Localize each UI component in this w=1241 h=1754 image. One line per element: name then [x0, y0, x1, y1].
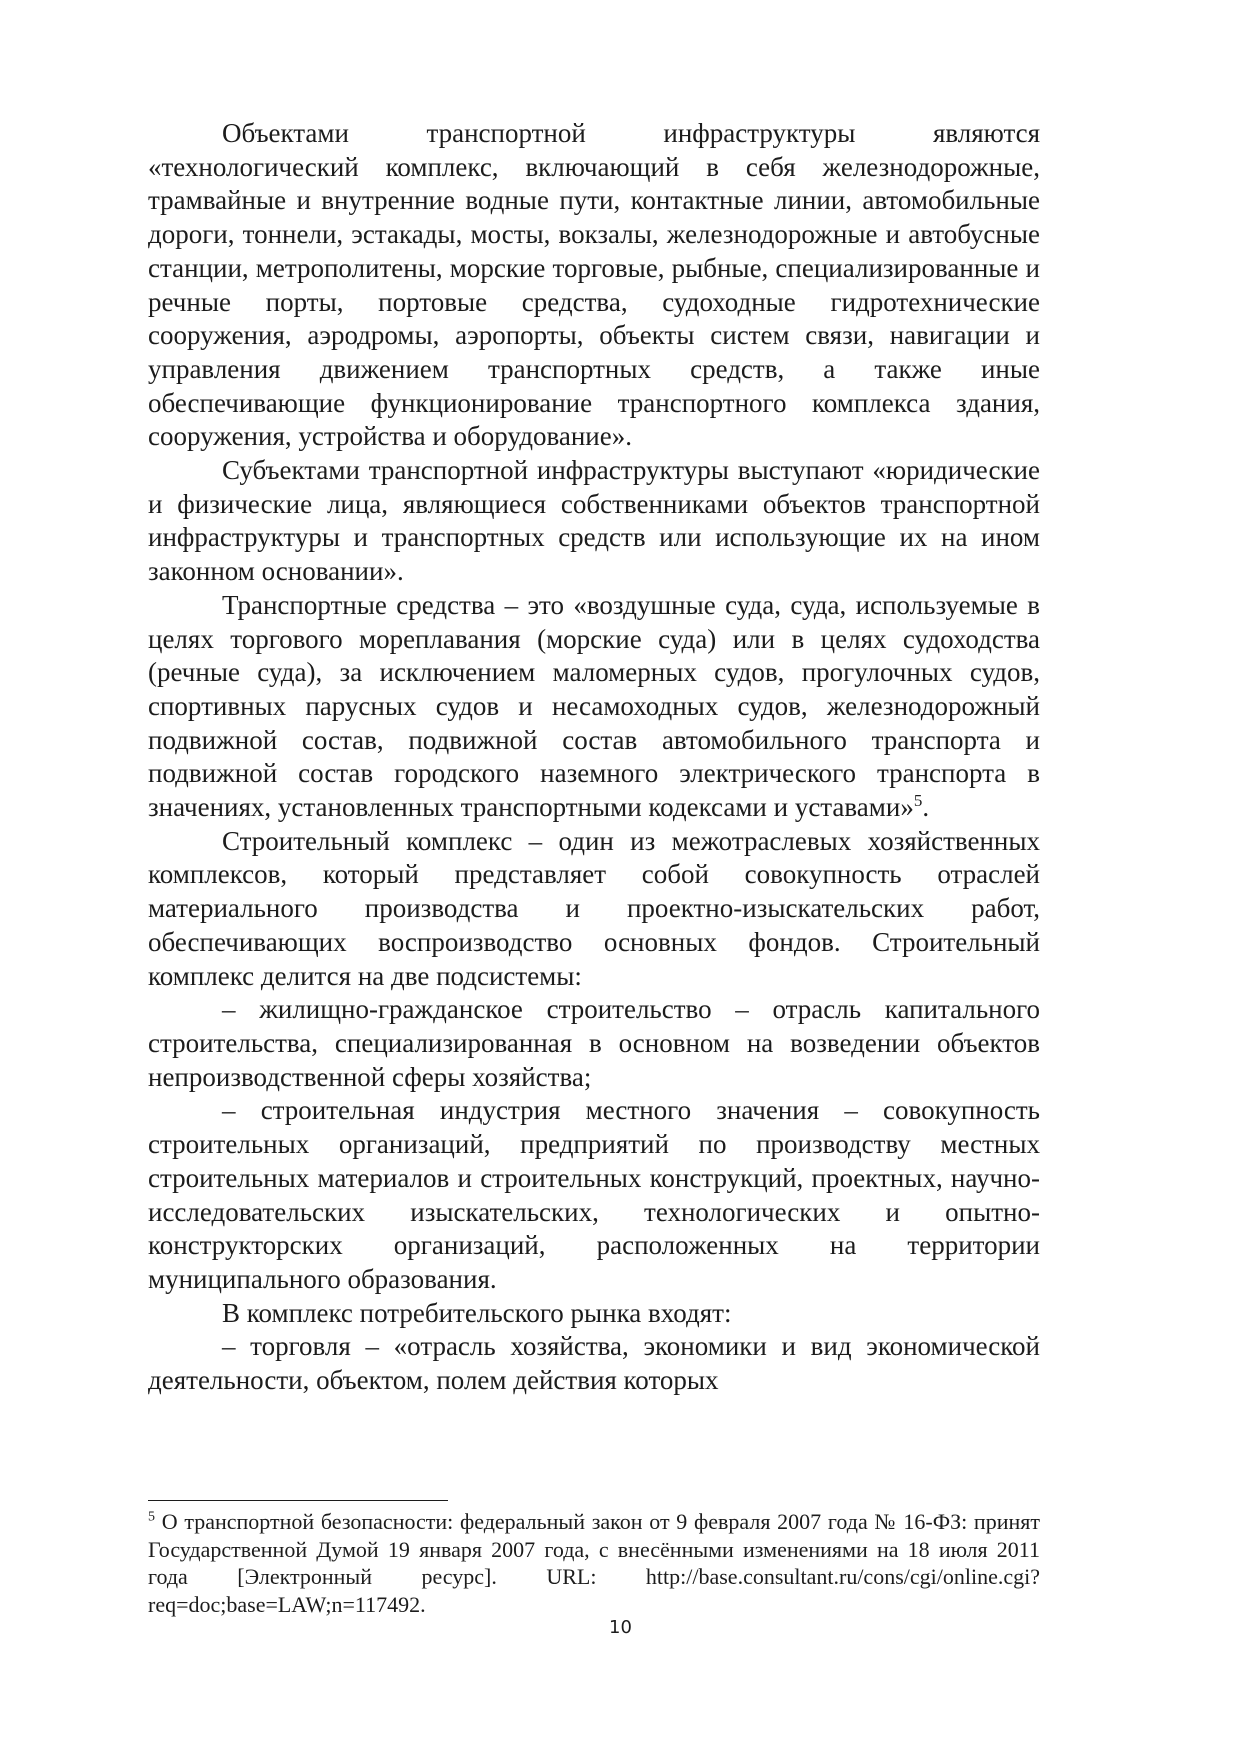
list-item-trade: – торговля – «отрасль хозяйства, экономики и вид экономической деятельности, объектом, полем действия которых — [148, 1331, 1040, 1396]
footnote-reference-suffix: . — [922, 792, 930, 823]
footnote-text: О транспортной безопасности: федеральный закон от 9 февраля 2007 года № 16-ФЗ: принят Государственной Думой 19 января 2007 года, с внесёнными изменениями на 18 июля 2011 года [Электронный ресурс]. URL: http://base.consultant.ru/cons/cgi/online.cgi?req=doc;base=LAW;n=117492. — [148, 1509, 1040, 1617]
paragraph-vehicles-text: Транспортные средства – это «воздушные суда, суда, используемые в целях торгового мореплавания (морские суда) или в целях судоходства (речные суда), за исключением маломерных судов, прогулочных судов, спортивных парусных судов и несамоходных судов, железнодорожный подвижной состав, подвижной состав автомобильного транспорта и подвижной состав городского наземного электрического транспорта в значениях, установленных транспортными кодексами и уставами» — [148, 589, 1040, 823]
footnote-marker: 5 — [148, 1509, 155, 1525]
list-item-housing-construction: – жилищно-гражданское строительство – отрасль капитального строительства, специализированная в основном на возведении объектов непроизводственной сферы хозяйства; — [148, 994, 1040, 1092]
paragraph-consumer-market: В комплекс потребительского рынка входят: — [222, 1297, 732, 1328]
footnote-separator — [148, 1500, 448, 1501]
paragraph-transport-objects: Объектами транспортной инфраструктуры являются «технологический комплекс, включающий в себя железнодорожные, трамвайные и внутренние водные пути, контактные линии, автомобильные дороги, тоннели, эстакады, мосты, вокзалы, железнодорожные и автобусные станции, метрополитены, морские торговые, рыбные, специализированные и речные порты, портовые средства, судоходные гидротехнические сооружения, аэродромы, аэропорты, объекты систем связи, навигации и управления движением транспортных средств, а также иные обеспечивающие функционирование транспортного комплекса здания, сооружения, устройства и оборудование». — [148, 118, 1040, 452]
body-text — [148, 117, 1040, 1398]
paragraph-transport-subjects: Субъектами транспортной инфраструктуры выступают «юридические и физические лица, являющиеся собственниками объектов транспортной инфраструктуры и транспортных средств или использующие их на ином законном основании». — [148, 455, 1040, 587]
footnote — [148, 1508, 1040, 1618]
page-number: 10 — [609, 1617, 632, 1638]
footnote-reference: 5 — [913, 791, 923, 811]
paragraph-construction-complex: Строительный комплекс – один из межотраслевых хозяйственных комплексов, который представляет собой совокупность отраслей материального производства и проектно-изыскательских работ, обеспечивающих воспроизводство основных фондов. Строительный комплекс делится на две подсистемы: — [148, 825, 1040, 991]
list-item-construction-industry: – строительная индустрия местного значения – совокупность строительных организаций, предприятий по производству местных строительных материалов и строительных конструкций, проектных, научно-исследовательских изыскательских, технологических и опытно-конструкторских организаций, расположенных на территории муниципального образования. — [148, 1095, 1040, 1294]
paragraph-vehicles — [148, 589, 1040, 825]
